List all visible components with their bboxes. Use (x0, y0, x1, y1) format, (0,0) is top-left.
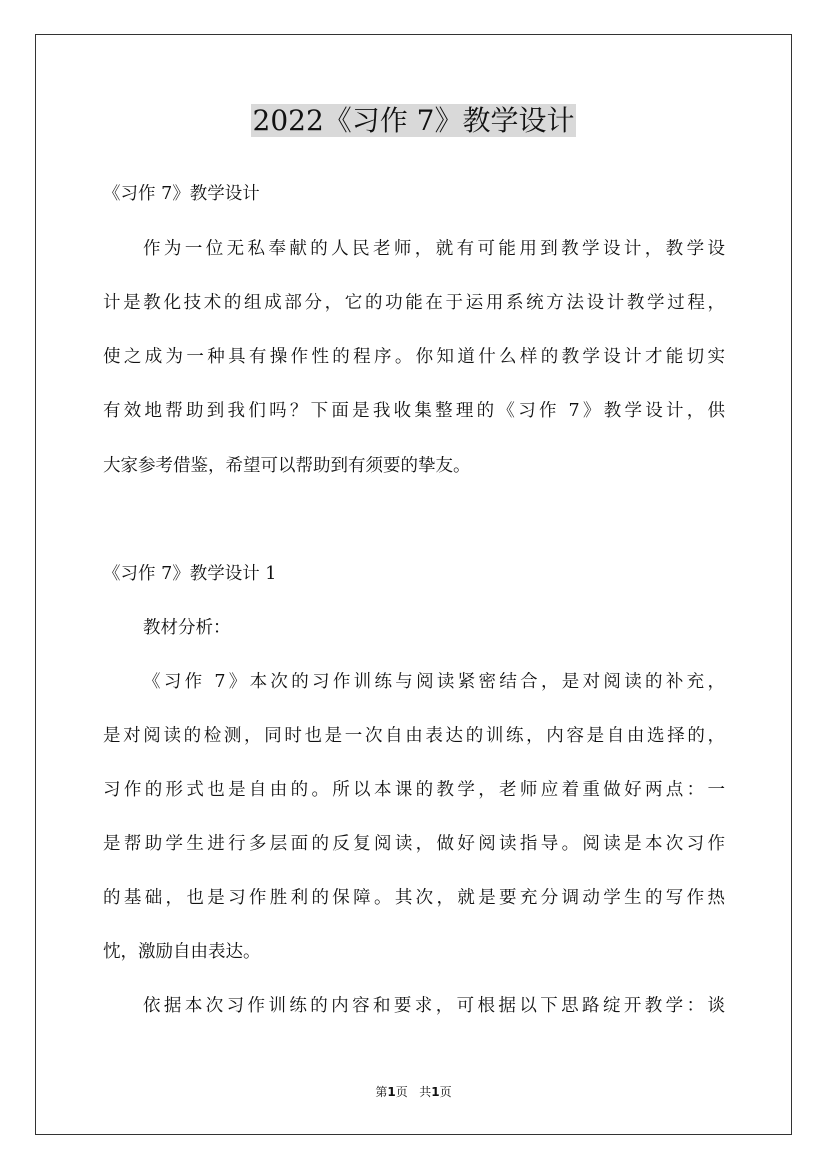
paragraph-line: 有效地帮助到我们吗？下面是我收集整理的《习作 7》教学设计，供 (103, 401, 725, 421)
paragraph-line: 是帮助学生进行多层面的反复阅读，做好阅读指导。阅读是本次习作 (103, 834, 725, 854)
paragraph-line: 依据本次习作训练的内容和要求，可根据以下思路绽开教学：谈 (143, 996, 725, 1016)
paragraph-line: 忱，激励自由表达。 (103, 942, 261, 962)
footer-total-number: 1 (431, 1085, 440, 1099)
footer-total-prefix: 共 (419, 1085, 432, 1099)
subtitle-line: 《习作 7》教学设计 (103, 184, 260, 204)
paragraph-line: 是对阅读的检测，同时也是一次自由表达的训练，内容是自由选择的， (103, 726, 725, 746)
paragraph-line: 使之成为一种具有操作性的程序。你知道什么样的教学设计才能切实 (103, 347, 725, 367)
paragraph-line: 作为一位无私奉献的人民老师，就有可能用到教学设计，教学设 (143, 239, 725, 259)
footer-page-prefix: 第 (375, 1085, 388, 1099)
paragraph-line: 习作的形式也是自由的。所以本课的教学，老师应着重做好两点：一 (103, 780, 725, 800)
document-title (0, 101, 827, 141)
paragraph-line: 的基础，也是习作胜利的保障。其次，就是要充分调动学生的写作热 (103, 888, 725, 908)
document-title-text: 2022《习作 7》教学设计 (252, 104, 575, 137)
paragraph-line: 《习作 7》本次的习作训练与阅读紧密结合，是对阅读的补充， (143, 672, 725, 692)
footer-total-suffix: 页 (439, 1085, 452, 1099)
section-heading: 《习作 7》教学设计 1 (103, 564, 277, 584)
footer-page-suffix: 页 (395, 1085, 408, 1099)
paragraph-line: 计是教化技术的组成部分，它的功能在于运用系统方法设计教学过程， (103, 293, 725, 313)
paragraph-line: 大家参考借鉴，希望可以帮助到有须要的挚友。 (103, 456, 471, 476)
subsection-heading: 教材分析： (143, 618, 231, 638)
footer-page-number: 1 (387, 1085, 396, 1099)
page-footer (0, 1084, 827, 1100)
